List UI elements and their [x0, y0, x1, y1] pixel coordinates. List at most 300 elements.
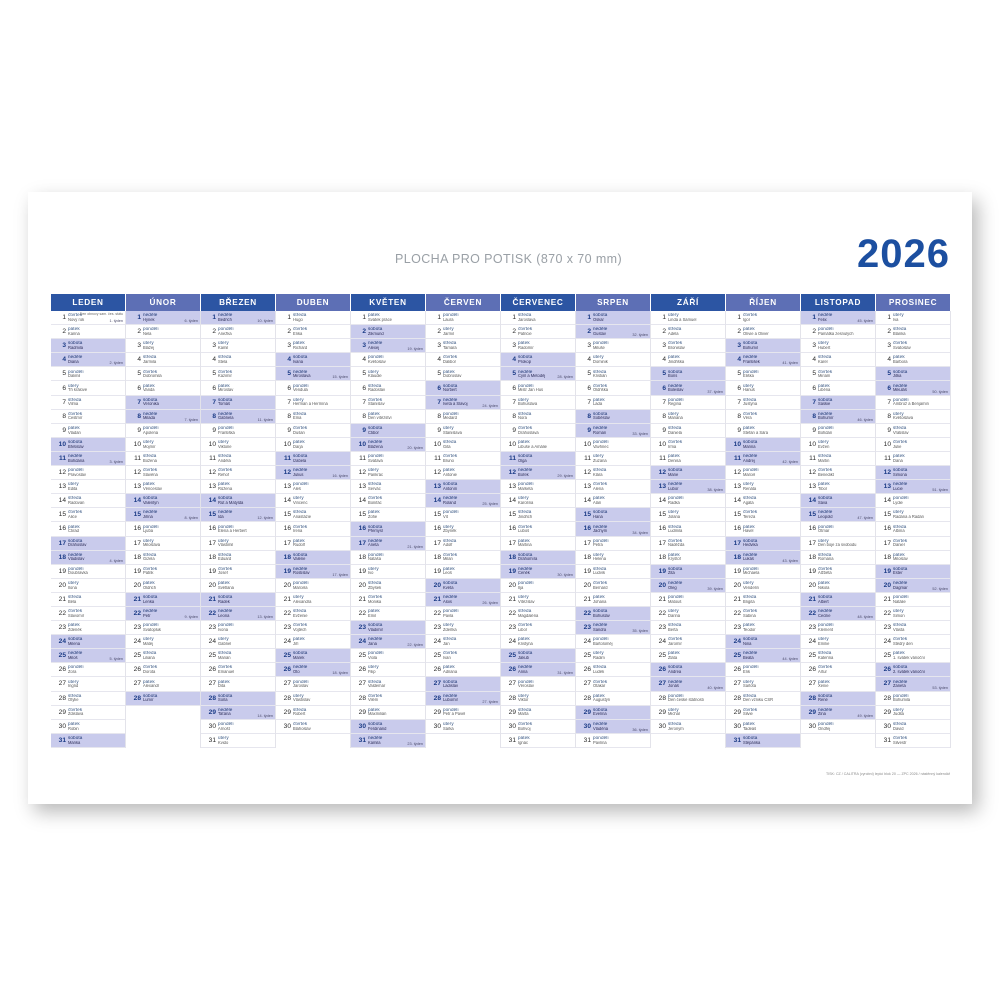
day-row[interactable] [801, 692, 875, 706]
day-row[interactable] [876, 706, 950, 720]
day-row[interactable] [426, 339, 500, 353]
day-row[interactable] [276, 593, 350, 607]
day-row[interactable] [351, 339, 425, 353]
day-row[interactable] [876, 381, 950, 395]
day-row[interactable] [801, 494, 875, 508]
day-row[interactable] [351, 396, 425, 410]
day-row[interactable] [651, 692, 725, 706]
day-row[interactable] [651, 396, 725, 410]
day-row[interactable] [801, 551, 875, 565]
day-row[interactable] [201, 311, 275, 325]
day-row[interactable] [801, 677, 875, 691]
day-row[interactable] [126, 551, 200, 565]
day-row[interactable] [726, 593, 800, 607]
day-row[interactable] [576, 410, 650, 424]
day-row[interactable] [801, 325, 875, 339]
day-row[interactable] [201, 635, 275, 649]
day-row[interactable] [651, 466, 725, 480]
day-row[interactable] [201, 466, 275, 480]
day-row[interactable] [726, 649, 800, 663]
day-row[interactable] [276, 579, 350, 593]
day-row[interactable] [201, 593, 275, 607]
day-row[interactable] [726, 396, 800, 410]
day-row[interactable] [426, 494, 500, 508]
day-row[interactable] [501, 706, 575, 720]
day-row[interactable] [726, 677, 800, 691]
day-row[interactable] [351, 410, 425, 424]
day-row[interactable] [876, 353, 950, 367]
day-row[interactable] [501, 353, 575, 367]
day-row[interactable] [576, 635, 650, 649]
day-row[interactable] [501, 480, 575, 494]
day-row[interactable] [51, 325, 125, 339]
day-row[interactable] [351, 677, 425, 691]
day-row[interactable] [51, 452, 125, 466]
day-row[interactable] [126, 367, 200, 381]
day-row[interactable] [201, 367, 275, 381]
day-row[interactable] [51, 720, 125, 734]
day-row[interactable] [501, 649, 575, 663]
day-row[interactable] [651, 353, 725, 367]
day-row[interactable] [276, 692, 350, 706]
day-row[interactable] [276, 367, 350, 381]
day-row[interactable] [51, 649, 125, 663]
day-row[interactable] [651, 635, 725, 649]
day-row[interactable] [51, 663, 125, 677]
day-row[interactable] [426, 508, 500, 522]
day-row[interactable] [426, 593, 500, 607]
day-row[interactable] [426, 522, 500, 536]
day-row[interactable] [726, 424, 800, 438]
day-row[interactable] [651, 649, 725, 663]
day-row[interactable] [201, 480, 275, 494]
day-row[interactable] [576, 424, 650, 438]
day-row[interactable] [201, 537, 275, 551]
day-row[interactable] [501, 325, 575, 339]
day-row[interactable] [651, 410, 725, 424]
day-row[interactable] [876, 424, 950, 438]
day-row[interactable] [351, 593, 425, 607]
day-row[interactable] [351, 607, 425, 621]
day-row[interactable] [351, 522, 425, 536]
day-row[interactable] [201, 720, 275, 734]
day-row[interactable] [51, 381, 125, 395]
day-row[interactable] [351, 494, 425, 508]
day-row[interactable] [351, 367, 425, 381]
day-row[interactable] [201, 396, 275, 410]
day-row[interactable] [801, 537, 875, 551]
day-row[interactable] [426, 663, 500, 677]
day-row[interactable] [51, 734, 125, 748]
day-row[interactable] [576, 339, 650, 353]
day-row[interactable] [126, 621, 200, 635]
day-row[interactable] [51, 339, 125, 353]
day-row[interactable] [351, 579, 425, 593]
day-row[interactable] [576, 593, 650, 607]
day-row[interactable] [51, 522, 125, 536]
day-row[interactable] [576, 720, 650, 734]
day-row[interactable] [501, 311, 575, 325]
day-row[interactable] [51, 438, 125, 452]
day-row[interactable] [801, 410, 875, 424]
day-row[interactable] [501, 663, 575, 677]
day-row[interactable] [651, 607, 725, 621]
day-row[interactable] [651, 367, 725, 381]
day-row[interactable] [726, 494, 800, 508]
day-row[interactable] [501, 381, 575, 395]
day-row[interactable] [276, 339, 350, 353]
day-row[interactable] [201, 621, 275, 635]
day-row[interactable] [876, 438, 950, 452]
day-row[interactable] [726, 339, 800, 353]
day-row[interactable] [651, 452, 725, 466]
day-row[interactable] [51, 353, 125, 367]
day-row[interactable] [126, 663, 200, 677]
day-row[interactable] [126, 593, 200, 607]
day-row[interactable] [576, 537, 650, 551]
day-row[interactable] [351, 381, 425, 395]
day-row[interactable] [126, 353, 200, 367]
day-row[interactable] [501, 734, 575, 748]
day-row[interactable] [426, 607, 500, 621]
day-row[interactable] [51, 579, 125, 593]
day-row[interactable] [726, 635, 800, 649]
day-row[interactable] [726, 452, 800, 466]
day-row[interactable] [426, 452, 500, 466]
day-row[interactable] [801, 565, 875, 579]
day-row[interactable] [876, 677, 950, 691]
day-row[interactable] [126, 381, 200, 395]
day-row[interactable] [276, 677, 350, 691]
day-row[interactable] [276, 353, 350, 367]
day-row[interactable] [51, 410, 125, 424]
day-row[interactable] [51, 565, 125, 579]
day-row[interactable] [801, 635, 875, 649]
day-row[interactable] [351, 663, 425, 677]
day-row[interactable] [426, 396, 500, 410]
day-row[interactable] [276, 438, 350, 452]
day-row[interactable] [351, 452, 425, 466]
day-row[interactable] [51, 367, 125, 381]
day-row[interactable] [651, 579, 725, 593]
day-row[interactable] [876, 396, 950, 410]
day-row[interactable] [801, 367, 875, 381]
day-row[interactable] [801, 607, 875, 621]
day-row[interactable] [876, 663, 950, 677]
day-row[interactable] [51, 480, 125, 494]
day-row[interactable] [501, 565, 575, 579]
day-row[interactable] [651, 325, 725, 339]
day-row[interactable] [651, 381, 725, 395]
day-row[interactable] [201, 607, 275, 621]
day-row[interactable] [126, 677, 200, 691]
day-row[interactable] [801, 720, 875, 734]
day-row[interactable] [126, 607, 200, 621]
day-row[interactable] [426, 692, 500, 706]
day-row[interactable] [276, 424, 350, 438]
day-row[interactable] [276, 452, 350, 466]
day-row[interactable] [876, 649, 950, 663]
day-row[interactable] [351, 424, 425, 438]
day-row[interactable] [201, 734, 275, 748]
day-row[interactable] [201, 438, 275, 452]
day-row[interactable] [201, 452, 275, 466]
day-row[interactable] [501, 522, 575, 536]
day-row[interactable] [276, 522, 350, 536]
day-row[interactable] [501, 466, 575, 480]
day-row[interactable] [651, 494, 725, 508]
day-row[interactable] [51, 424, 125, 438]
day-row[interactable] [576, 381, 650, 395]
day-row[interactable] [876, 621, 950, 635]
day-row[interactable] [426, 325, 500, 339]
day-row[interactable] [726, 508, 800, 522]
day-row[interactable] [351, 508, 425, 522]
day-row[interactable] [201, 649, 275, 663]
day-row[interactable] [51, 692, 125, 706]
day-row[interactable] [576, 466, 650, 480]
day-row[interactable] [276, 480, 350, 494]
day-row[interactable] [51, 396, 125, 410]
day-row[interactable] [726, 551, 800, 565]
day-row[interactable] [51, 466, 125, 480]
day-row[interactable] [801, 621, 875, 635]
day-row[interactable] [426, 551, 500, 565]
day-row[interactable] [651, 663, 725, 677]
day-row[interactable] [726, 607, 800, 621]
day-row[interactable] [876, 410, 950, 424]
day-row[interactable] [501, 635, 575, 649]
day-row[interactable] [51, 677, 125, 691]
day-row[interactable] [426, 621, 500, 635]
day-row[interactable] [51, 593, 125, 607]
day-row[interactable] [351, 706, 425, 720]
day-row[interactable] [276, 720, 350, 734]
day-row[interactable] [201, 551, 275, 565]
day-row[interactable] [501, 677, 575, 691]
day-row[interactable] [351, 649, 425, 663]
day-row[interactable] [801, 466, 875, 480]
day-row[interactable] [651, 508, 725, 522]
day-row[interactable] [276, 325, 350, 339]
day-row[interactable] [726, 663, 800, 677]
day-row[interactable] [576, 438, 650, 452]
day-row[interactable] [501, 494, 575, 508]
day-row[interactable] [426, 381, 500, 395]
day-row[interactable] [726, 706, 800, 720]
day-row[interactable] [801, 424, 875, 438]
day-row[interactable] [876, 537, 950, 551]
day-row[interactable] [276, 565, 350, 579]
day-row[interactable] [426, 410, 500, 424]
day-row[interactable] [801, 663, 875, 677]
day-row[interactable] [276, 551, 350, 565]
day-row[interactable] [576, 367, 650, 381]
day-row[interactable] [126, 452, 200, 466]
day-row[interactable] [801, 438, 875, 452]
day-row[interactable] [726, 621, 800, 635]
day-row[interactable] [276, 466, 350, 480]
day-row[interactable] [576, 311, 650, 325]
day-row[interactable] [726, 381, 800, 395]
day-row[interactable] [876, 593, 950, 607]
day-row[interactable] [726, 311, 800, 325]
day-row[interactable] [351, 537, 425, 551]
day-row[interactable] [276, 396, 350, 410]
day-row[interactable] [201, 494, 275, 508]
day-row[interactable] [126, 339, 200, 353]
day-row[interactable] [726, 720, 800, 734]
day-row[interactable] [876, 325, 950, 339]
day-row[interactable] [351, 734, 425, 748]
day-row[interactable] [726, 410, 800, 424]
day-row[interactable] [426, 424, 500, 438]
day-row[interactable] [276, 311, 350, 325]
day-row[interactable] [801, 522, 875, 536]
day-row[interactable] [126, 649, 200, 663]
day-row[interactable] [351, 692, 425, 706]
day-row[interactable] [201, 677, 275, 691]
day-row[interactable] [426, 579, 500, 593]
day-row[interactable] [651, 621, 725, 635]
day-row[interactable] [126, 522, 200, 536]
day-row[interactable] [726, 367, 800, 381]
day-row[interactable] [426, 438, 500, 452]
day-row[interactable] [576, 663, 650, 677]
day-row[interactable] [651, 311, 725, 325]
day-row[interactable] [201, 663, 275, 677]
day-row[interactable] [51, 635, 125, 649]
day-row[interactable] [876, 452, 950, 466]
day-row[interactable] [876, 367, 950, 381]
day-row[interactable] [651, 537, 725, 551]
day-row[interactable] [726, 353, 800, 367]
day-row[interactable] [876, 522, 950, 536]
day-row[interactable] [276, 663, 350, 677]
day-row[interactable] [801, 480, 875, 494]
day-row[interactable] [276, 706, 350, 720]
day-row[interactable] [501, 508, 575, 522]
day-row[interactable] [126, 565, 200, 579]
day-row[interactable] [501, 607, 575, 621]
day-row[interactable] [876, 579, 950, 593]
day-row[interactable] [576, 396, 650, 410]
day-row[interactable] [201, 706, 275, 720]
day-row[interactable] [426, 480, 500, 494]
day-row[interactable] [126, 480, 200, 494]
day-row[interactable] [276, 508, 350, 522]
day-row[interactable] [576, 579, 650, 593]
day-row[interactable] [201, 325, 275, 339]
day-row[interactable] [426, 677, 500, 691]
day-row[interactable] [201, 522, 275, 536]
day-row[interactable] [501, 339, 575, 353]
day-row[interactable] [426, 311, 500, 325]
day-row[interactable] [876, 565, 950, 579]
day-row[interactable] [876, 734, 950, 748]
day-row[interactable] [801, 508, 875, 522]
day-row[interactable] [576, 480, 650, 494]
day-row[interactable] [801, 593, 875, 607]
day-row[interactable] [501, 367, 575, 381]
day-row[interactable] [51, 621, 125, 635]
day-row[interactable] [126, 410, 200, 424]
day-row[interactable] [651, 339, 725, 353]
day-row[interactable] [351, 353, 425, 367]
day-row[interactable] [351, 466, 425, 480]
day-row[interactable] [801, 339, 875, 353]
day-row[interactable] [576, 692, 650, 706]
day-row[interactable] [501, 424, 575, 438]
day-row[interactable] [426, 565, 500, 579]
day-row[interactable] [726, 480, 800, 494]
day-row[interactable] [801, 452, 875, 466]
day-row[interactable] [501, 452, 575, 466]
day-row[interactable] [576, 325, 650, 339]
day-row[interactable] [726, 579, 800, 593]
day-row[interactable] [426, 353, 500, 367]
day-row[interactable] [276, 494, 350, 508]
day-row[interactable] [126, 325, 200, 339]
day-row[interactable] [651, 424, 725, 438]
day-row[interactable] [801, 381, 875, 395]
day-row[interactable] [501, 621, 575, 635]
day-row[interactable] [201, 381, 275, 395]
day-row[interactable] [201, 579, 275, 593]
day-row[interactable] [276, 621, 350, 635]
day-row[interactable] [651, 677, 725, 691]
day-row[interactable] [576, 649, 650, 663]
day-row[interactable] [276, 410, 350, 424]
day-row[interactable] [726, 692, 800, 706]
day-row[interactable] [801, 649, 875, 663]
day-row[interactable] [726, 438, 800, 452]
day-row[interactable] [51, 607, 125, 621]
day-row[interactable] [351, 311, 425, 325]
day-row[interactable] [651, 522, 725, 536]
day-row[interactable] [201, 692, 275, 706]
day-row[interactable] [276, 381, 350, 395]
day-row[interactable] [576, 734, 650, 748]
day-row[interactable] [576, 494, 650, 508]
day-row[interactable] [426, 537, 500, 551]
day-row[interactable] [426, 635, 500, 649]
day-row[interactable] [651, 565, 725, 579]
day-row[interactable] [126, 466, 200, 480]
day-row[interactable] [426, 466, 500, 480]
day-row[interactable] [426, 720, 500, 734]
day-row[interactable] [801, 353, 875, 367]
day-row[interactable] [351, 438, 425, 452]
day-row[interactable] [726, 522, 800, 536]
day-row[interactable] [426, 706, 500, 720]
day-row[interactable] [501, 593, 575, 607]
day-row[interactable] [651, 706, 725, 720]
day-row[interactable] [126, 508, 200, 522]
day-row[interactable] [876, 480, 950, 494]
day-row[interactable] [576, 607, 650, 621]
day-row[interactable] [276, 649, 350, 663]
day-row[interactable] [126, 692, 200, 706]
day-row[interactable] [126, 311, 200, 325]
day-row[interactable] [801, 396, 875, 410]
day-row[interactable] [51, 706, 125, 720]
day-row[interactable] [351, 480, 425, 494]
day-row[interactable] [126, 396, 200, 410]
day-row[interactable] [276, 607, 350, 621]
day-row[interactable] [651, 438, 725, 452]
day-row[interactable] [351, 325, 425, 339]
